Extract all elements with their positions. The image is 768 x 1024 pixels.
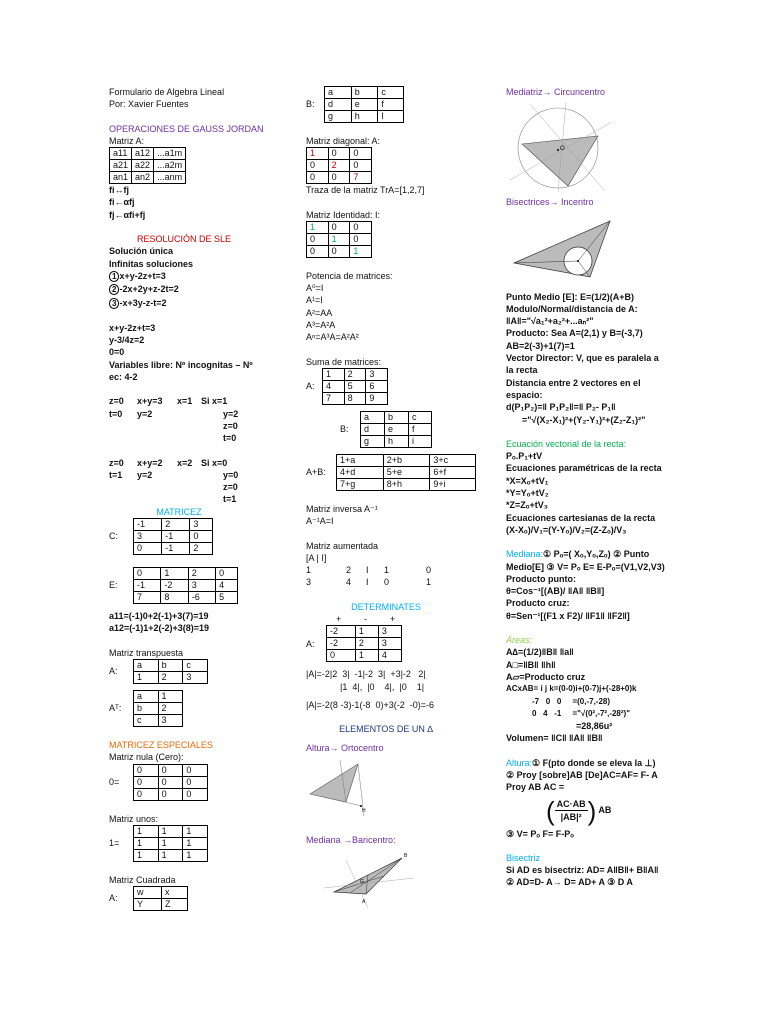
vector-line: Punto Medio [E]: E=(1/2)(A+B)	[506, 291, 634, 302]
gauss-label: Matriz A:	[109, 135, 145, 146]
sle-reduced: x+y-2z+t=3	[109, 322, 156, 333]
sle-reduced: 0=0	[109, 347, 125, 358]
det-expansion: |1 4|, |0 4|, |0 1|	[340, 681, 425, 692]
vector-line: Distancia entre 2 vectores en el	[506, 377, 641, 388]
altura-last: ③ V= Pₒ F= F-Pₒ	[506, 828, 574, 839]
matrix-e: 0 1 2 0 -1 -2 3 4 7 8 -6 5	[133, 567, 238, 604]
column-3	[506, 86, 666, 889]
gauss-op: fi↔fj	[109, 185, 129, 196]
det-expansion: |A|=-2|2 3| -1|-2 3| +3|-2 2|	[306, 669, 426, 680]
aug-row: 1 2 I 1 0	[306, 565, 432, 576]
power-label: Potencia de matrices:	[306, 270, 393, 281]
aug-label: Matriz aumentada	[306, 540, 379, 551]
det-signs: + - +	[336, 614, 396, 625]
sle-eq: 2 -2x+2y+z-2t=2	[109, 283, 289, 296]
transpose-label: Matriz transpuesta	[109, 647, 184, 658]
case-2: z=0 x+y=2 x=2 Si x=0 t=1 y=2 y=0 z=0 t=1	[109, 457, 239, 505]
power-line: A⁰=I	[306, 283, 324, 294]
mediana-block: Mediana:① Pₒ=( Xₒ,Yₒ,Zₒ) ② Punto	[506, 549, 650, 560]
altura-line: Proy AB AC =	[506, 782, 565, 793]
altura-block: Altura:① F(pto donde se eleva la ⊥)	[506, 757, 656, 768]
det-result: |A|=-2(8 -3)-1(-8 0)+3(-2 -0)=-6	[306, 699, 434, 710]
orthocenter-figure	[306, 756, 386, 818]
sle-eq: 1 x+y-2z+t=3	[109, 270, 289, 283]
mediana-line: θ=Sen⁻¹[(F1 x F2)/ ‖F1‖ ‖F2‖]	[506, 610, 630, 621]
bisectrices-label: Bisectrices→ Incentro	[506, 197, 594, 208]
svg-text:B: B	[404, 853, 408, 860]
sle-reduced: ec: 4-2	[109, 372, 138, 383]
sle-reduced: Variables libre: Nº incognitas – Nº	[109, 359, 253, 370]
sle-unique: Solución única	[109, 246, 174, 257]
matrix-diagonal: 1 0 0 0 2 0 0 0 7	[306, 147, 372, 184]
areas-heading: Áreas:	[506, 635, 533, 646]
area-line: A▱=Producto cruz	[506, 671, 586, 682]
sum-b-block: B: a b c d e f g h i	[340, 411, 496, 448]
doc-title: Formulario de Algebra Lineal	[109, 87, 225, 97]
matrix-c: -1 2 3 3 -1 0 0 -1 2	[133, 518, 213, 555]
vector-line: ="√(X₂-X₁)²+(Y₂-Y₁)²+(Z₂-Z₁)²"	[522, 414, 646, 425]
sum-label: Suma de matrices:	[306, 356, 382, 367]
sum-matrix-a: 1 2 3 4 5 6 7 8 9	[322, 368, 388, 405]
det-matrix-a: -2 1 3 -2 2 3 0 1 4	[326, 625, 402, 662]
matrix-c-block: C: -1 2 3 3 -1 0 0 -1 2	[109, 518, 289, 555]
mediana-label: Mediana →Baricentro:	[306, 834, 396, 845]
area-line: ACxAB= i j k=(0-0)i+(0-7)j+(-28+0)k	[506, 684, 637, 694]
vector-line: espacio:	[506, 389, 543, 400]
vec-line: Ecuaciones paramétricas de la recta	[506, 463, 662, 474]
gauss-heading: OPERACIONES DE GAUSS JORDAN	[109, 123, 264, 134]
vec-line: *Z=Zₒ+tV₃	[506, 500, 548, 511]
matrix-identity: 1 0 0 0 1 0 0 0 1	[306, 221, 372, 258]
diag-label: Matriz diagonal: A:	[306, 136, 381, 146]
vec-heading: Ecuación vectorial de la recta:	[506, 438, 627, 449]
incenter-figure	[506, 211, 616, 281]
vec-line: Pₒ.P₁+tV	[506, 451, 543, 462]
matrix-ones: 1 1 1 1 1 1 1 1 1	[133, 825, 208, 862]
area-line: 0 4 -1 ="√(0²,-7²,-28²)"	[532, 708, 630, 718]
gauss-matrix: a11 a12 ...a1m a21 a22 ...a2m an1 an2 ...anm	[109, 147, 186, 184]
matrix-a-block: A: a b c 1 2 3	[109, 659, 289, 684]
area-line: =28,86u²	[576, 721, 613, 732]
centroid-figure	[306, 848, 416, 910]
matrix-square: w x Y Z	[133, 886, 188, 911]
matrix-null-block: 0= 0 0 0 0 0 0 0 0 0	[109, 764, 289, 801]
matrix-a: a b c 1 2 3	[133, 659, 208, 684]
vector-line: AB=2(-3)+1(7)=1	[506, 340, 575, 351]
area-line: -7 0 0 =(0,-7,-28)	[532, 696, 611, 706]
bisectriz-heading: Bisectriz	[506, 852, 541, 863]
inverse-eq: A⁻¹A=I	[306, 516, 334, 527]
gauss-op: fi←αfj	[109, 197, 135, 208]
svg-text:G: G	[360, 879, 364, 886]
svg-text:O: O	[560, 146, 565, 153]
vector-line: la recta	[506, 365, 538, 376]
matrix-e-block: E: 0 1 2 0 -1 -2 3 4 7 8 -6 5	[109, 567, 289, 604]
vec-line: *X=Xₒ+tV₁	[506, 475, 549, 486]
sum-matrix-ab: 1+a 2+b 3+c 4+d 5+e 6+f 7+g 8+h 9+i	[336, 454, 476, 491]
vec-line: (X-Xₒ)/V₁=(Y-Yₒ)/V₂=(Z-Zₒ)/V₃	[506, 524, 627, 535]
sle-heading: RESOLUCIÓN DE SLE	[136, 234, 232, 245]
product-a12: a12=(-1)1+2(-2)+3(8)=19	[109, 623, 210, 634]
altura-label: Altura→ Ortocentro	[306, 742, 384, 753]
aug-bracket: [A | I]	[306, 552, 327, 563]
mediatriz-label: Mediatriz→ Circuncentro	[506, 87, 606, 97]
svg-text:H: H	[362, 807, 366, 814]
product-a11: a11=(-1)0+2(-1)+3(7)=19	[109, 611, 209, 622]
det-a-block: A: -2 1 3 -2 2 3 0 1 4	[306, 625, 496, 662]
vector-line: Modulo/Normal/distancia de A:	[506, 303, 638, 314]
svg-text:A: A	[362, 899, 366, 906]
column-1	[109, 86, 289, 911]
vector-line: d(P₁P₂)=‖ P₁P₂‖=‖ P₂- P₁‖	[506, 402, 616, 413]
vec-line: *Y=Yₒ+tV₂	[506, 488, 549, 499]
sle-eq: 3 -x+3y-z-t=2	[109, 297, 289, 310]
power-line: A¹=I	[306, 295, 323, 306]
matrix-b-block: B: a b c d e f g h I	[306, 86, 496, 123]
doc-author: Por: Xavier Fuentes	[109, 99, 189, 110]
altura-line: ② Proy [sobre]AB [De]AC=AF= F- A	[506, 769, 658, 780]
area-line: Volumen= ‖C‖ ‖A‖ ‖B‖	[506, 733, 603, 744]
proyeccion-formula: ( AC·AB |AB|² ) AB	[546, 795, 612, 826]
area-line: A□=‖B‖ ‖h‖	[506, 659, 556, 670]
triangle-heading: ELEMENTOS DE UN ∆	[339, 724, 433, 735]
matrix-at-block: Aᵀ: a 1 b 2 c 3	[109, 690, 289, 727]
gauss-op: fj←αfi+fj	[109, 209, 146, 220]
sum-a-block: A: 1 2 3 4 5 6 7 8 9	[306, 368, 496, 405]
vector-line: ‖A‖="√a₁²+a₂²+...aₙ²"	[506, 316, 594, 327]
null-label: Matriz nula (Cero):	[109, 752, 184, 763]
vec-line: Ecuaciones cartesianas de la recta	[506, 512, 656, 523]
power-line: A³=A²A	[306, 320, 336, 331]
matrix-ones-block: 1= 1 1 1 1 1 1 1 1 1	[109, 825, 289, 862]
matrices-heading: MATRICEZ	[156, 506, 202, 517]
matrix-at: a 1 b 2 c 3	[133, 690, 183, 727]
identity-label: Matriz Identidad: I:	[306, 209, 381, 220]
area-line: A∆=(1/2)‖B‖ ‖a‖	[506, 647, 574, 658]
bisectriz-line: Si AD es bisectriz: AD= A‖B‖+ B‖A‖	[506, 865, 659, 876]
column-2	[306, 86, 496, 914]
matrix-b: a b c d e f g h I	[324, 86, 404, 123]
inverse-label: Matriz inversa A⁻¹	[306, 503, 378, 514]
case-1: z=0 x+y=3 x=1 Si x=1 t=0 y=2 y=2 z=0 t=0	[109, 396, 239, 444]
sle-infinite: Infinitas soluciones	[109, 258, 194, 269]
mediana-line: Producto cruz:	[506, 598, 570, 609]
special-heading: MATRICEZ ESPECIALES	[109, 739, 213, 750]
circumcenter-figure	[506, 100, 616, 192]
trace: Traza de la matriz TrA=[1,2,7]	[306, 185, 425, 196]
sum-ab-block: A+B: 1+a 2+b 3+c 4+d 5+e 6+f 7+g 8+h 9+i	[306, 454, 496, 491]
det-heading: DETERMINATES	[351, 601, 421, 612]
sle-reduced: y-3/4z=2	[109, 335, 145, 346]
ones-label: Matriz unos:	[109, 813, 159, 824]
matrix-null: 0 0 0 0 0 0 0 0 0	[133, 764, 208, 801]
power-line: A²=AA	[306, 307, 333, 318]
matrix-square-block: A: w x Y Z	[109, 886, 289, 911]
vector-line: Vector Director: V, que es paralela a	[506, 353, 659, 364]
mediana-line: Producto punto:	[506, 573, 576, 584]
aug-row: 3 4 I 0 1	[306, 577, 432, 588]
square-label: Matriz Cuadrada	[109, 874, 176, 885]
mediana-line: θ=Cos⁻¹[(AB)/ ‖A‖ ‖B‖]	[506, 586, 605, 597]
power-line: Aⁿ=A³A=A²A²	[306, 332, 359, 343]
sum-matrix-b: a b c d e f g h i	[360, 411, 432, 448]
mediana-line: Medio[E] ③ V= Pₒ E= E-Pₒ=(V1,V2,V3)	[506, 561, 665, 572]
bisectriz-line: ② AD=D- A→ D= AD+ A ③ D A	[506, 877, 633, 888]
vector-line: Producto: Sea A=(2,1) y B=(-3,7)	[506, 328, 643, 339]
